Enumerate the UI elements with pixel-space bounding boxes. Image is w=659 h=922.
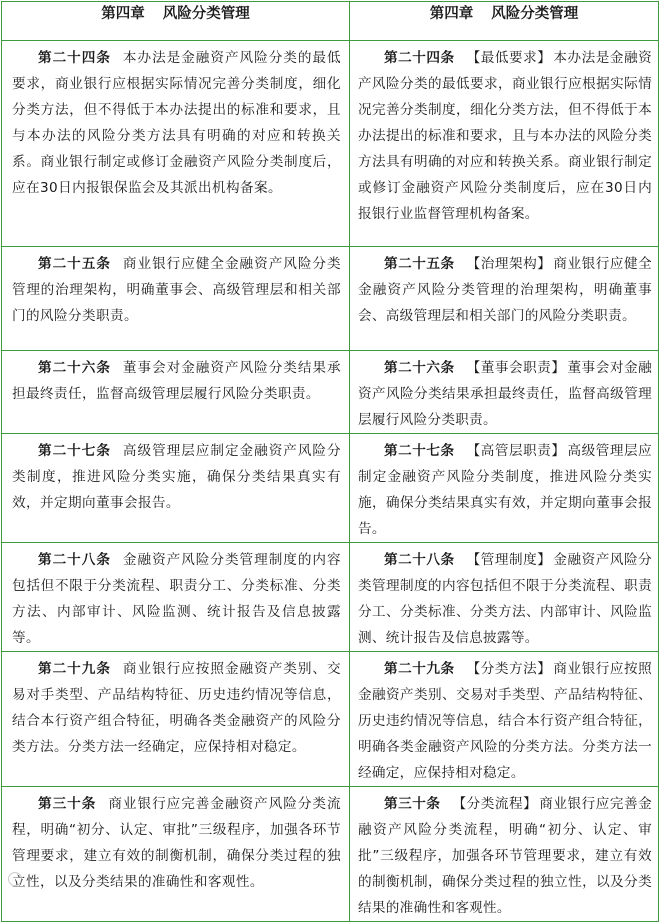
left-chapter-title: 风险分类管理 <box>162 6 250 22</box>
right-cell <box>350 787 659 922</box>
table-row <box>2 351 659 434</box>
table-row <box>2 41 659 247</box>
right-cell <box>350 652 659 787</box>
watermark-icon <box>8 872 22 886</box>
left-cell <box>2 543 350 652</box>
right-cell <box>350 247 659 351</box>
right-chapter-number: 第四章 <box>429 6 474 22</box>
article-text: 商业银行应健全金融资产风险分类管理的治理架构，明确董事会、高级管理层和相关部门的风险分类职责。 <box>358 256 653 324</box>
right-cell <box>350 351 659 434</box>
article-number: 第二十六条 <box>384 360 455 376</box>
left-cell <box>2 652 350 787</box>
table-row <box>2 434 659 543</box>
header-row <box>2 2 659 41</box>
article-number: 第三十条 <box>38 796 97 812</box>
comparison-table <box>1 1 659 922</box>
article-number: 第三十条 <box>384 796 441 812</box>
article-tag: 【董事会职责】 <box>466 360 566 376</box>
watermark-logo <box>8 872 25 886</box>
left-cell <box>2 247 350 351</box>
table-row <box>2 787 659 922</box>
article-number: 第二十四条 <box>38 50 111 66</box>
article-tag: 【分类方法】 <box>466 661 552 677</box>
article-number: 第二十七条 <box>384 443 455 459</box>
article-text: 商业银行应按照金融资产类别、交易对手类型、产品结构特征、历史违约情况等信息，结合本行资产组合特征，明确各类金融资产的风险分类方法。分类方法一经确定，应保持相对稳定。 <box>12 661 342 755</box>
right-cell <box>350 434 659 543</box>
right-cell <box>350 41 659 247</box>
article-tag: 【治理架构】 <box>466 256 552 272</box>
right-header <box>350 2 659 41</box>
article-number: 第二十五条 <box>384 256 455 272</box>
article-tag: 【管理制度】 <box>466 552 552 568</box>
article-number: 第二十七条 <box>38 443 111 459</box>
left-cell <box>2 434 350 543</box>
left-cell <box>2 787 350 922</box>
article-text: 商业银行应按照金融资产类别、交易对手类型、产品结构特征、历史违约情况等信息，结合本行资产组合特征，明确各类金融资产风险的分类方法。分类方法一经确定，应保持相对稳定。 <box>358 661 653 781</box>
article-tag: 【分类流程】 <box>452 796 538 812</box>
article-text: 商业银行应完善金融资产风险分类流程，明确“初分、认定、审批”三级程序，加强各环节管理要求，建立有效的制衡机制，确保分类过程的独立性，以及分类结果的准确性和客观性。 <box>358 796 653 916</box>
left-chapter-number: 第四章 <box>101 6 145 22</box>
article-number: 第二十八条 <box>384 552 455 568</box>
article-text: 金融资产风险分类管理制度的内容包括但不限于分类流程、职责分工、分类标准、分类方法、内部审计、风险监测、统计报告及信息披露等。 <box>358 552 653 646</box>
article-text: 金融资产风险分类管理制度的内容包括但不限于分类流程、职责分工、分类标准、分类方法、内部审计、风险监测、统计报告及信息披露等。 <box>12 552 342 646</box>
article-text: 董事会对金融资产风险分类结果承担最终责任，监督高级管理层履行风险分类职责。 <box>12 360 342 402</box>
article-number: 第二十六条 <box>38 360 111 376</box>
article-tag: 【高管层职责】 <box>466 443 566 459</box>
left-cell <box>2 351 350 434</box>
article-text: 本办法是金融资产风险分类的最低要求，商业银行应根据实际情况完善分类制度，细化分类方法，但不得低于本办法提出的标准和要求，且与本办法的风险分类方法具有明确的对应和转换关系。商业银行制定或修订金融资产风险分类制度后，应在30日内报银保监会及其派出机构备案。 <box>12 50 342 196</box>
article-number: 第二十四条 <box>384 50 455 66</box>
table-row <box>2 543 659 652</box>
left-cell <box>2 41 350 247</box>
table-row <box>2 652 659 787</box>
article-tag: 【最低要求】 <box>466 50 552 66</box>
article-text: 本办法是金融资产风险分类的最低要求，商业银行应根据实际情况完善分类制度，细化分类方法，但不得低于本办法提出的标准和要求，且与本办法的风险分类方法具有明确的对应和转换关系。商业银行制定或修订金融资产风险分类制度后，应在30日内报银行业监督管理机构备案。 <box>358 50 653 222</box>
article-text: 商业银行应健全金融资产风险分类管理的治理架构，明确董事会、高级管理层和相关部门的风险分类职责。 <box>12 256 342 324</box>
article-text: 商业银行应完善金融资产风险分类流程，明确“初分、认定、审批”三级程序，加强各环节管理要求，建立有效的制衡机制，确保分类过程的独立性，以及分类结果的准确性和客观性。 <box>12 796 341 890</box>
article-number: 第二十五条 <box>38 256 111 272</box>
article-text: 高级管理层应制定金融资产风险分类制度，推进风险分类实施，确保分类结果真实有效，并定期向董事会报告。 <box>12 443 342 511</box>
right-chapter-title: 风险分类管理 <box>491 6 579 22</box>
left-header <box>2 2 350 41</box>
article-text: 董事会对金融资产风险分类结果承担最终责任，监督高级管理层履行风险分类职责。 <box>358 360 652 428</box>
article-number: 第二十九条 <box>38 661 111 677</box>
article-number: 第二十九条 <box>384 661 455 677</box>
table-row <box>2 247 659 351</box>
article-text: 高级管理层应制定金融资产风险分类制度，推进风险分类实施，确保分类结果真实有效，并定期向董事会报告。 <box>358 443 652 537</box>
right-cell <box>350 543 659 652</box>
article-number: 第二十八条 <box>38 552 111 568</box>
